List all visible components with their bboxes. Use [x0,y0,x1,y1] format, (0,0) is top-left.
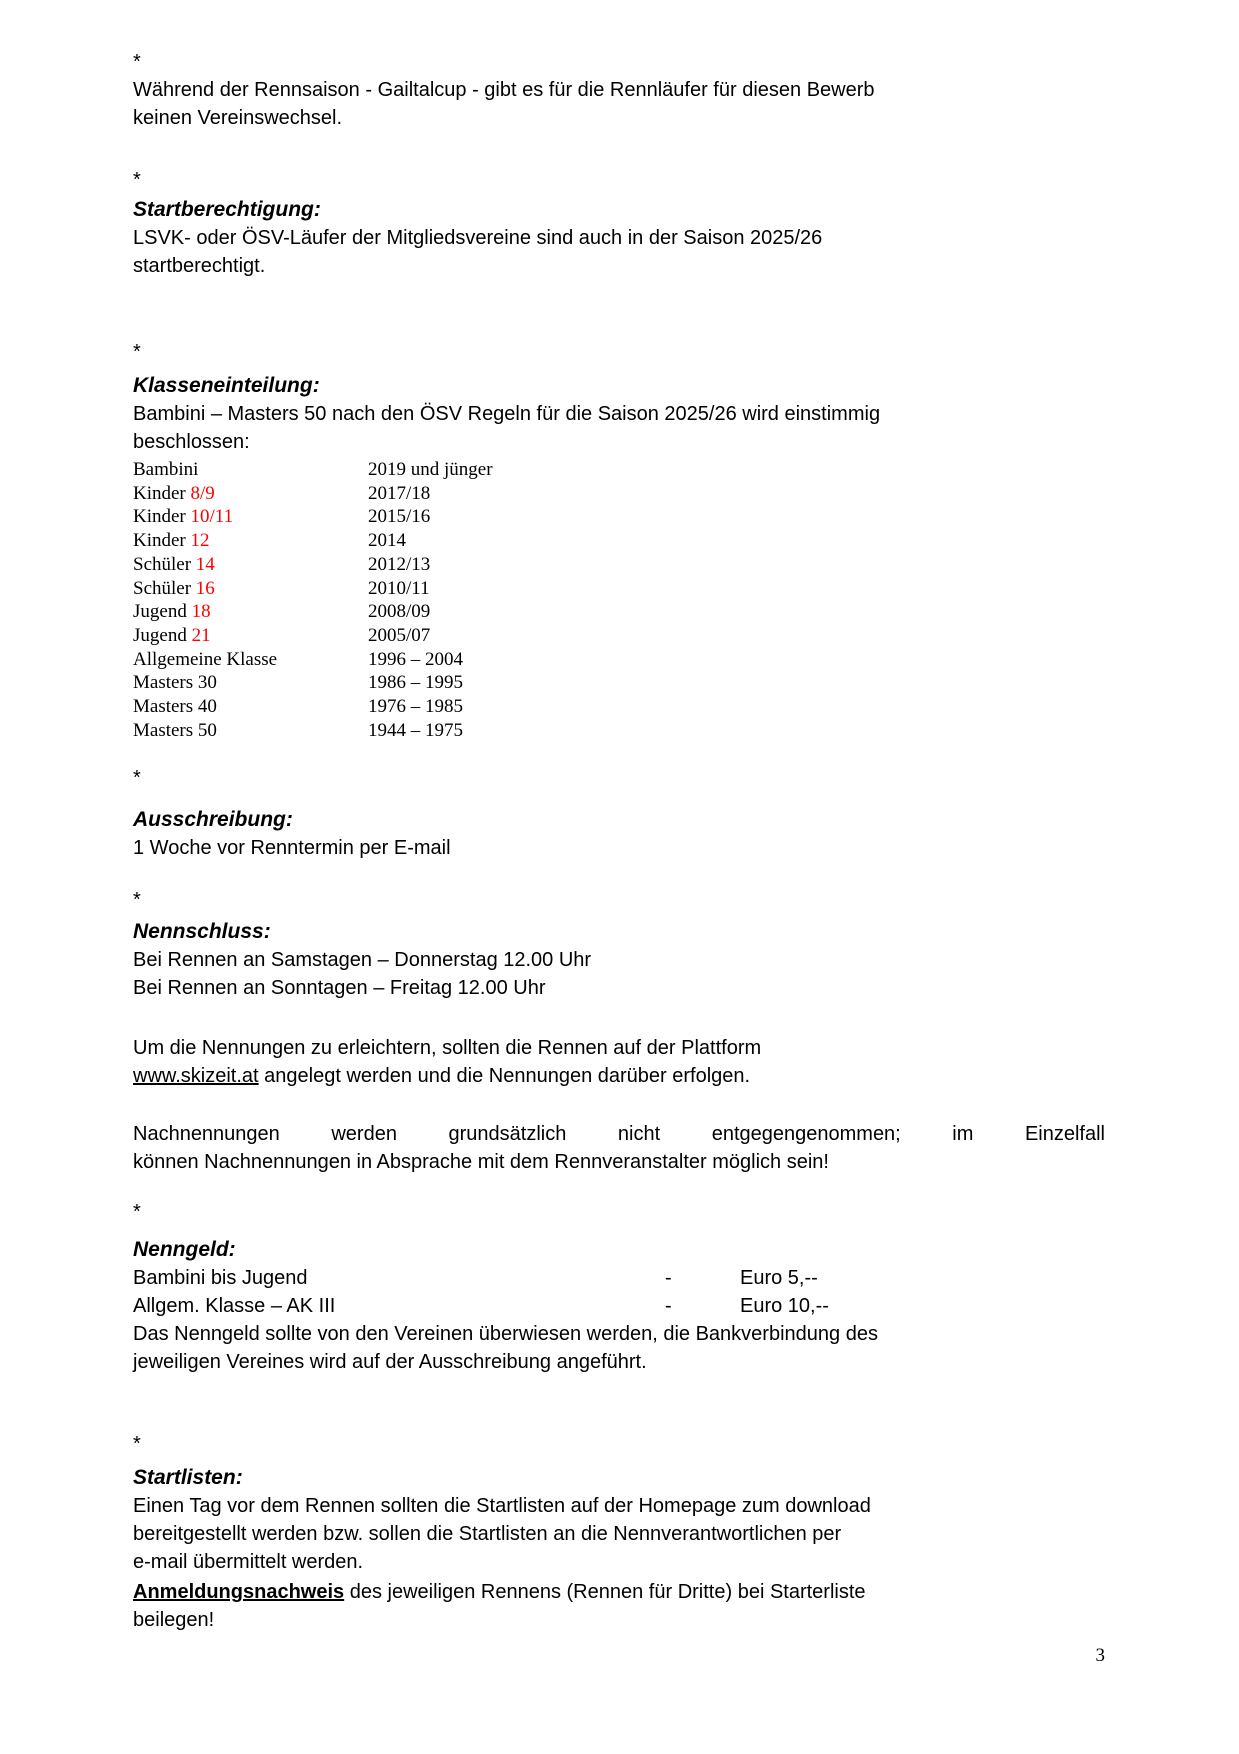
section-star: * [133,889,141,912]
section-star: * [133,1433,141,1456]
paragraph-intro [133,76,1105,132]
class-years: 1996 – 2004 [368,648,463,670]
paragraph-text: angelegt werden und die Nennungen darüber erfolgen. [258,1065,751,1088]
class-age-red: 12 [190,530,210,552]
skizeit-link[interactable]: www.skizeit.at [133,1065,259,1088]
class-name [133,529,368,553]
heading-ausschreibung: Ausschreibung: [133,808,293,832]
nennschluss-saturday-line: Bei Rennen an Samstagen – Donnerstag 12.00 Uhr [133,949,592,972]
paragraph-line: können Nachnennungen in Absprache mit dem Rennveranstalter möglich sein! [133,1151,829,1174]
table-row [133,529,1105,553]
class-years: 2014 [368,530,406,552]
fee-row [133,1264,1105,1292]
paragraph-line: keinen Vereinswechsel. [133,107,343,129]
page-number: 3 [1095,1645,1105,1667]
class-name [133,482,368,506]
class-name-text: Jugend [133,624,192,646]
table-row [133,505,1105,529]
class-name-text: Allgemeine Klasse [133,648,278,670]
class-name-text: Masters 50 [133,719,217,741]
class-name-text: Bambini [133,459,199,480]
paragraph-nenngeld-note [133,1320,1105,1376]
fee-dash: - [665,1295,672,1318]
class-age-red: 14 [195,553,215,575]
paragraph-klasseneinteilung [133,400,1105,456]
class-years: 1976 – 1985 [368,696,463,718]
table-row [133,553,1105,577]
table-row [133,648,1105,672]
class-name-text: Schüler [133,577,196,599]
paragraph-line: startberechtigt. [133,255,266,277]
paragraph-platform [133,1034,1105,1090]
class-name [133,458,368,482]
class-years: 2017/18 [368,482,431,504]
class-name-text: Schüler [133,553,196,575]
paragraph-line: LSVK- oder ÖSV-Läufer der Mitgliedsvereine sind auch in der Saison 2025/26 [133,227,823,249]
class-name-text: Jugend [133,601,192,623]
section-star: * [133,1201,141,1224]
class-name [133,695,368,719]
table-row [133,695,1105,719]
paragraph-ausschreibung: 1 Woche vor Renntermin per E-mail [133,837,451,860]
paragraph-line: e-mail übermittelt werden. [133,1551,364,1574]
section-star: * [133,341,141,363]
paragraph-line: Während der Rennsaison - Gailtalcup - gibt es für die Rennläufer für diesen Bewerb [133,79,875,101]
class-name [133,600,368,624]
paragraph-startberechtigung [133,224,1105,280]
fee-dash: - [665,1267,672,1290]
paragraph-line: beschlossen: [133,431,250,453]
class-name [133,671,368,695]
class-years: 2005/07 [368,624,431,646]
class-name [133,553,368,577]
fee-amount: Euro 5,-- [740,1267,818,1290]
class-years: 1986 – 1995 [368,672,463,694]
class-table [133,458,1105,742]
paragraph-late-entries [133,1120,1105,1176]
table-row [133,719,1105,743]
section-star: * [133,767,141,790]
paragraph-anmeldungsnachweis [133,1578,1105,1634]
nennschluss-sunday-line: Bei Rennen an Sonntagen – Freitag 12.00 Uhr [133,977,546,1000]
class-years: 2012/13 [368,553,431,575]
fee-row [133,1292,1105,1320]
class-name [133,577,368,601]
class-years: 1944 – 1975 [368,719,463,741]
paragraph-line [133,1578,1105,1606]
class-age-red: 16 [195,577,215,599]
anmeldungsnachweis-emphasis: Anmeldungsnachweis [133,1581,345,1604]
table-row [133,671,1105,695]
class-name [133,719,368,743]
paragraph-line: Um die Nennungen zu erleichtern, sollten die Rennen auf der Plattform [133,1037,762,1060]
paragraph-line: Das Nenngeld sollte von den Vereinen überwiesen werden, die Bankverbindung des [133,1323,878,1346]
class-name-text: Kinder [133,506,191,528]
class-years: 2015/16 [368,506,431,528]
class-age-red: 18 [191,601,211,623]
class-age-red: 21 [191,624,211,646]
table-row [133,458,1105,482]
class-name [133,505,368,529]
heading-klasseneinteilung: Klasseneinteilung: [133,374,320,397]
class-name-text: Masters 30 [133,672,217,694]
paragraph-line: bereitgestellt werden bzw. sollen die Startlisten an die Nennverantwortlichen per [133,1523,842,1546]
heading-nennschluss: Nennschluss: [133,920,271,944]
paragraph-line: Einen Tag vor dem Rennen sollten die Startlisten auf der Homepage zum download [133,1495,871,1518]
class-name-text: Masters 40 [133,696,217,718]
fee-amount: Euro 10,-- [740,1295,829,1318]
paragraph-line: Bambini – Masters 50 nach den ÖSV Regeln für die Saison 2025/26 wird einstimmig [133,403,881,425]
table-row [133,482,1105,506]
class-years: 2019 und jünger [368,459,493,480]
paragraph-startlisten [133,1492,1105,1576]
class-age-red: 10/11 [190,506,234,528]
class-name-text: Kinder [133,482,191,504]
fee-category: Allgem. Klasse – AK III [133,1295,336,1318]
section-star: * [133,169,141,191]
table-row [133,624,1105,648]
class-name [133,624,368,648]
heading-nenngeld: Nenngeld: [133,1238,236,1262]
paragraph-text: des jeweiligen Rennens (Rennen für Dritte) bei Starterliste [344,1581,866,1604]
section-star: * [133,51,141,73]
heading-startlisten: Startlisten: [133,1466,243,1490]
class-years: 2010/11 [368,577,430,599]
paragraph-line: Nachnennungen werden grundsätzlich nicht entgegengenommen; im Einzelfall [133,1123,1105,1146]
class-name-text: Kinder [133,530,191,552]
heading-startberechtigung: Startberechtigung: [133,198,321,221]
class-years: 2008/09 [368,601,431,623]
paragraph-line [133,1062,1105,1090]
paragraph-line: beilegen! [133,1609,215,1632]
table-row [133,600,1105,624]
class-name [133,648,368,672]
table-row [133,577,1105,601]
class-age-red: 8/9 [190,482,215,504]
paragraph-line: jeweiligen Vereines wird auf der Ausschreibung angeführt. [133,1351,647,1374]
fee-category: Bambini bis Jugend [133,1267,308,1290]
